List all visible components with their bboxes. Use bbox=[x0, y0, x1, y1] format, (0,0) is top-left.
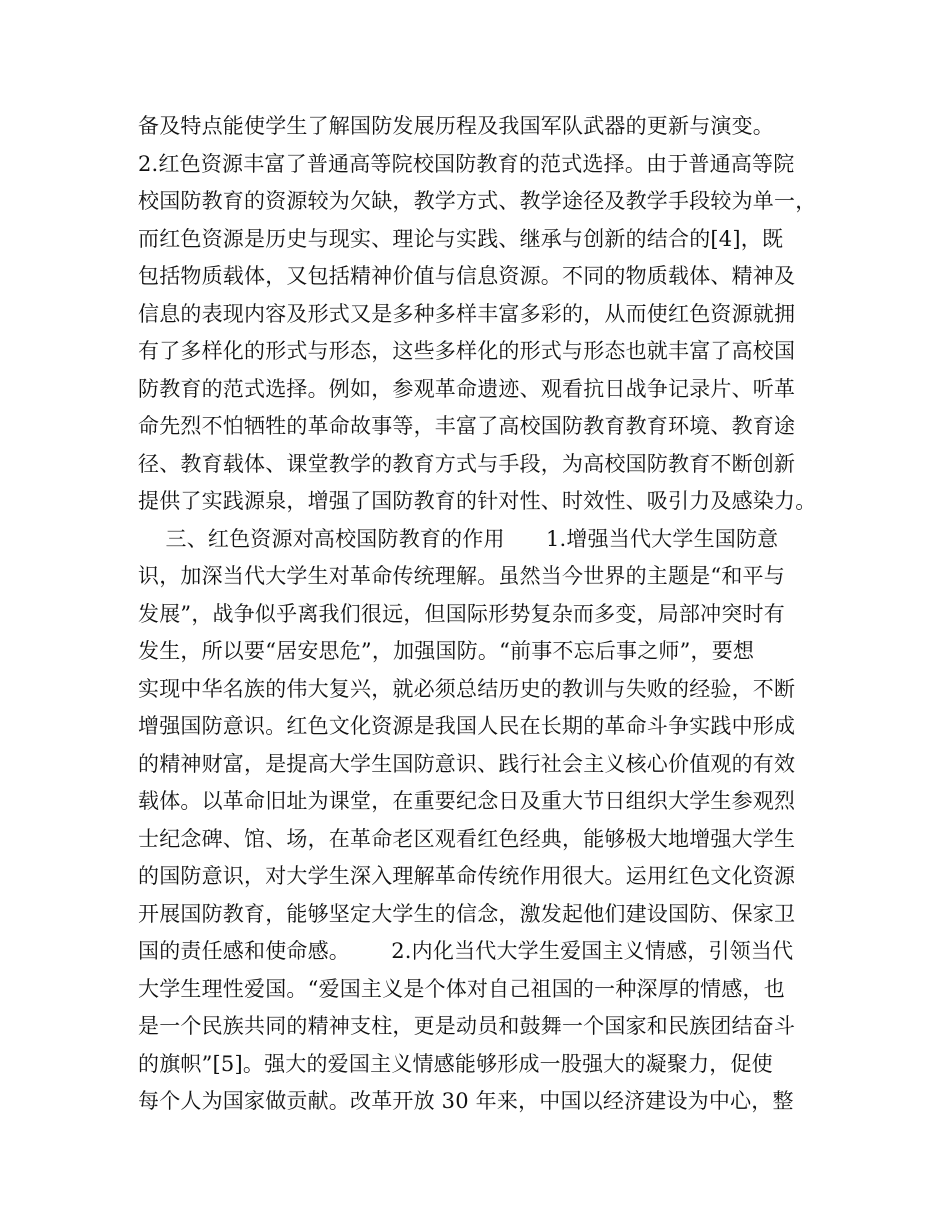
text-line: 信息的表现内容及形式又是多种多样丰富多彩的，从而使红色资源就拥 bbox=[138, 301, 796, 326]
text-line: 命先烈不怕牺牲的革命故事等，丰富了高校国防教育教育环境、教育途 bbox=[138, 414, 796, 438]
text-line: 士纪念碑、馆、场，在革命老区观看红色经典，能够极大地增强大学生 bbox=[138, 826, 796, 851]
text-line: 防教育的范式选择。例如，参观革命遗迹、观看抗日战争记录片、听革 bbox=[138, 376, 796, 401]
text-line: 而红色资源是历史与现实、理论与实践、继承与创新的结合的[4]，既 bbox=[138, 226, 784, 251]
text-line: 备及特点能使学生了解国防发展历程及我国军队武器的更新与演变。 bbox=[138, 114, 774, 138]
section-heading-line: 三、红色资源对高校国防教育的作用 1.增强当代大学生国防意 bbox=[138, 526, 779, 551]
text-line: 实现中华名族的伟大复兴，就必须总结历史的教训与失败的经验，不断 bbox=[138, 676, 796, 701]
text-line: 径、教育载体、课堂教学的教育方式与手段，为高校国防教育不断创新 bbox=[138, 451, 796, 476]
text-line: 的国防意识，对大学生深入理解革命传统作用很大。运用红色文化资源 bbox=[138, 864, 796, 888]
text-line: 的精神财富，是提高大学生国防意识、践行社会主义核心价值观的有效 bbox=[138, 751, 796, 776]
text-line: 提供了实践源泉，增强了国防教育的针对性、时效性、吸引力及感染力。 bbox=[138, 489, 817, 513]
text-line: 开展国防教育，能够坚定大学生的信念，激发起他们建设国防、保家卫 bbox=[138, 901, 796, 926]
text-line: 包括物质载体，又包括精神价值与信息资源。不同的物质载体、精神及 bbox=[138, 264, 796, 288]
text-line: 2.红色资源丰富了普通高等院校国防教育的范式选择。由于普通高等院 bbox=[138, 151, 795, 176]
text-line: 大学生理性爱国。“爱国主义是个体对自己祖国的一种深厚的情感，也 bbox=[138, 976, 785, 1001]
text-line: 校国防教育的资源较为欠缺，教学方式、教学途径及教学手段较为单一， bbox=[138, 189, 817, 213]
text-line: 每个人为国家做贡献。改革开放 30 年来，中国以经济建设为中心，整 bbox=[138, 1089, 794, 1113]
text-line: 发展”，战争似乎离我们很远，但国际形势复杂而多变，局部冲突时有 bbox=[138, 601, 785, 626]
text-line: 发生，所以要“居安思危”，加强国防。“前事不忘后事之师”，要想 bbox=[138, 639, 755, 663]
text-line: 的旗帜”[5]。强大的爱国主义情感能够形成一股强大的凝聚力，促使 bbox=[138, 1051, 773, 1076]
text-line: 载体。以革命旧址为课堂，在重要纪念日及重大节日组织大学生参观烈 bbox=[138, 789, 796, 813]
text-line: 识，加深当代大学生对革命传统理解。虽然当今世界的主题是“和平与 bbox=[138, 564, 785, 588]
text-line: 增强国防意识。红色文化资源是我国人民在长期的革命斗争实践中形成 bbox=[138, 714, 796, 738]
text-line: 是一个民族共同的精神支柱，更是动员和鼓舞一个国家和民族团结奋斗 bbox=[138, 1014, 796, 1038]
text-line: 国的责任感和使命感。 2.内化当代大学生爱国主义情感，引领当代 bbox=[138, 939, 794, 963]
body-text bbox=[138, 108, 828, 1121]
text-line: 有了多样化的形式与形态，这些多样化的形式与形态也就丰富了高校国 bbox=[138, 339, 796, 363]
